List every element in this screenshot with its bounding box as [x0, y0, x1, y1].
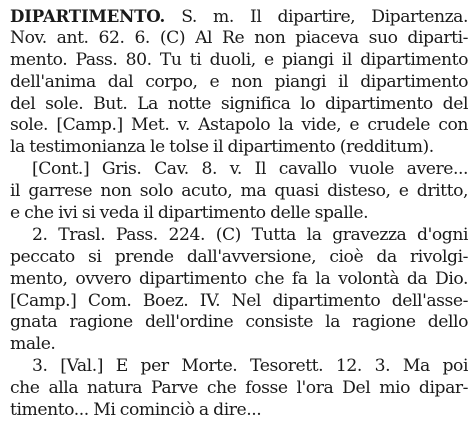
entry-line: DIPARTIMENTO. S. m. Il dipartire, Dipartenza. — [10, 6, 468, 27]
entry-line: che alla natura Parve che fosse l'ora Del mio dipar- — [10, 378, 468, 399]
entry-line: 3. [Val.] E per Morte. Tesorett. 12. 3. Ma poi — [32, 356, 468, 377]
entry-line: 2. Trasl. Pass. 224. (C) Tutta la gravezza d'ogni — [32, 224, 468, 245]
dictionary-entry — [10, 6, 468, 422]
entry-line: il garrese non solo acuto, ma quasi disteso, e dritto, — [10, 181, 468, 202]
entry-line: sole. [Camp.] Met. v. Astapolo la vide, e crudele con — [10, 115, 468, 136]
entry-line: peccato si prende dall'avversione, cioè da rivolgi- — [10, 246, 468, 267]
entry-line: dell'anima dal corpo, e non piangi il dipartimento — [10, 71, 468, 92]
entry-line: male. — [10, 334, 56, 355]
entry-line: [Cont.] Gris. Cav. 8. v. Il cavallo vuole avere... — [32, 159, 468, 180]
entry-line: e che ivi si veda il dipartimento delle spalle. — [10, 203, 369, 224]
entry-line: [Camp.] Com. Boez. IV. Nel dipartimento dell'asse- — [10, 290, 468, 311]
headword: DIPARTIMENTO. — [10, 6, 166, 26]
entry-line: mento, ovvero dipartimento che fa la volontà da Dio. — [10, 268, 468, 289]
entry-line: la testimonianza le tolse il dipartimento (redditum). — [10, 137, 434, 158]
entry-line: Nov. ant. 62. 6. (C) Al Re non piaceva suo diparti- — [10, 27, 468, 48]
entry-line: timento... Mi cominciò a dire... — [10, 400, 262, 421]
entry-line: gnata ragione dell'ordine consiste la ragione dello — [10, 312, 468, 333]
entry-line: mento. Pass. 80. Tu ti duoli, e piangi il dipartimento — [10, 49, 468, 70]
entry-line: del sole. But. La notte significa lo dipartimento del — [10, 93, 468, 114]
